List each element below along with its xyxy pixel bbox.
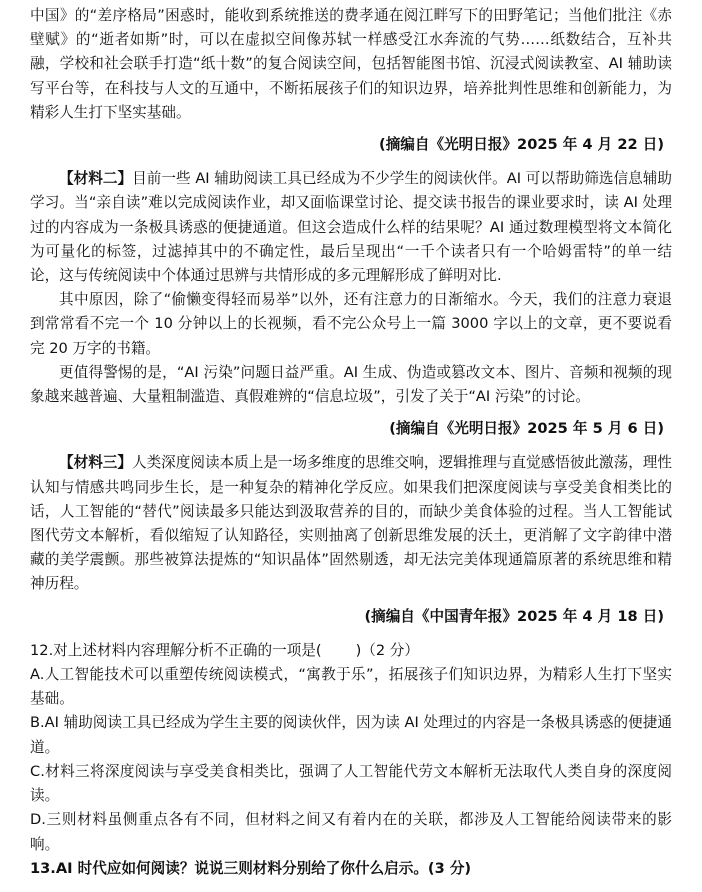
question-12-title-end: )（2 分） [355,641,419,659]
material1-continued-paragraph: 中国》的“差序格局”困惑时，能收到系统推送的费孝通在阅江畔写下的田野笔记；当他们批注《赤壁赋》的“逝者如斯”时，可以在虚拟空间像苏轼一样感受江水奔流的气势……纸数结合，互补共融，学校和社会联手打造“纸十数”的复合阅读空间，包括智能图书馆、沉浸式阅读教室、AI 辅助读写平台等，在科技与人文的互通中，不断拓展孩子们的知识边界，培养批判性思维和创新能力，为精彩人生打下坚实基础。 [30,7,672,121]
question-12-option-a: A.人工智能技术可以重塑传统阅读模式，“寓教于乐”，拓展孩子们知识边界，为精彩人生打下坚实基础。 [30,666,672,708]
material1-source: (摘编自《光明日报》2025 年 4 月 22 日) [379,136,664,154]
question-12-option-b: B.AI 辅助阅读工具已经成为学生主要的阅读伙伴，因为读 AI 处理过的内容是一条极具诱惑的便捷通道。 [30,714,672,756]
material2-paragraph-3: 更值得警惕的是，“AI 污染”问题日益严重。AI 生成、伪造或篡改文本、图片、音频和视频的现象越来越普遍、大量粗制滥造、真假难辨的“信息垃圾”，引发了关于“AI 污染”的讨论。 [30,363,672,406]
material2-paragraph-1 [30,167,672,288]
question-13-title: 13.AI 时代应如何阅读？说说三则材料分别给了你什么启示。(3 分) [30,859,472,877]
question-12-option-d: D.三则材料虽侧重点各有不同，但材料之间又有着内在的关联，都涉及人工智能给阅读带来的影响。 [30,811,672,853]
material3-p1-text: 人类深度阅读本质上是一场多维度的思维交响，逻辑推理与直觉感悟彼此激荡，理性认知与情感共鸣同步生长，是一种复杂的精神化学反应。如果我们把深度阅读与享受美食相类比的话，人工智能的“替代”阅读最多只能达到汲取营养的目的，而缺少美食体验的过程。当人工智能试图代劳文本解析，看似缩短了认知路径，实则抽离了创新思维发展的沃土，更消解了文字韵律中潜藏的美学震颤。那些被算法提炼的“知识晶体”固然剔透，却无法完美体现通篇原著的系统思维和精神历程。 [30,454,672,593]
material3-source: (摘编自《中国青年报》2025 年 4 月 18 日) [364,607,664,625]
material2-label: 【材料二】 [59,170,133,188]
material2-p1-text: 目前一些 AI 辅助阅读工具已经成为不少学生的阅读伙伴。AI 可以帮助筛选信息辅助学习。当“亲自读”难以完成阅读作业，却又面临课堂讨论、提交读书报告的课业要求时，读 AI 处理过的内容成为一条极具诱惑的便捷通道。但这会造成什么样的结果呢？AI 通过数理模型将文本简化为可量化的标签，过滤掉其中的不确定性，最后呈现出“一千个读者只有一个哈姆雷特”的单一结论，这与传统阅读中个体通过思辨与共情形成的多元理解形成了鲜明对比. [30,170,672,285]
material2-source: (摘编自《光明日报》2025 年 5 月 6 日) [389,420,664,438]
question-12-title [30,639,672,663]
question-12-option-c: C.材料三将深度阅读与享受美食相类比，强调了人工智能代劳文本解析无法取代人类自身的深度阅读。 [30,762,672,805]
material2-paragraph-2: 其中原因，除了“偷懒变得轻而易举”以外，还有注意力的日渐缩水。今天，我们的注意力衰退到常常看不完一个 10 分钟以上的长视频，看不完公众号上一篇 3000 字以上的文章，更不要说看完 20 万字的书籍。 [30,291,672,357]
material3-paragraph-1 [30,451,672,596]
question-12-title-start: 12.对上述材料内容理解分析不正确的一项是( [30,641,322,659]
material3-label: 【材料三】 [59,454,132,472]
